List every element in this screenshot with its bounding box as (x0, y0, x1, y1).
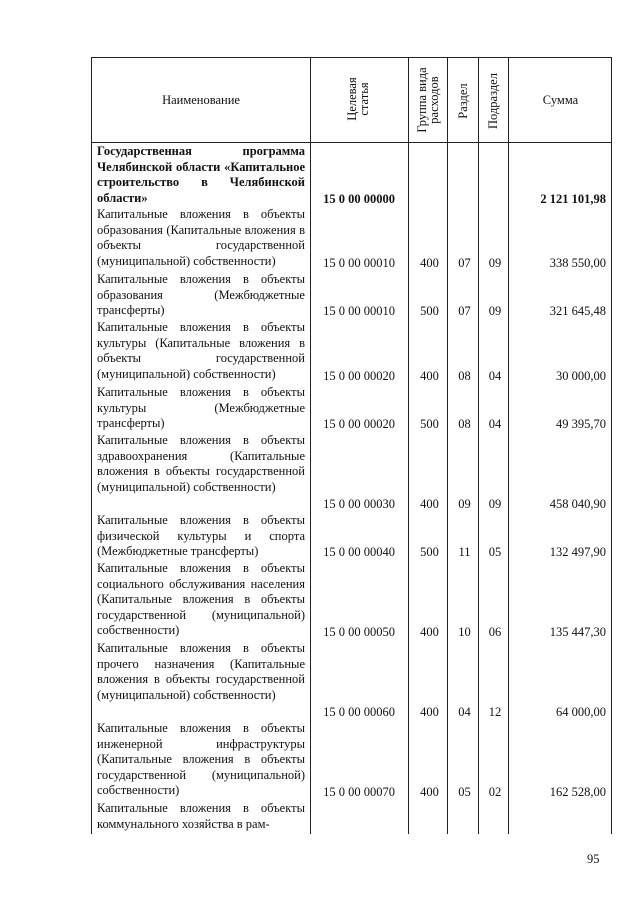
header-target: Целевая статья (345, 77, 371, 121)
header-section: Раздел (456, 83, 470, 119)
col-divider (508, 58, 509, 834)
row-group: 400 (420, 497, 439, 511)
header-name: Наименование (162, 93, 240, 107)
row-subsection: 09 (488, 497, 502, 511)
row-section: 04 (458, 705, 471, 719)
row-name: Капитальные вложения в объекты культуры (Межбюджетные трансферты) (97, 385, 305, 430)
row-subsection: 09 (488, 304, 502, 318)
col-divider (408, 58, 409, 834)
row-sum: 64 000,00 (556, 705, 606, 719)
row-name: Капитальные вложения в объекты прочего назначения (Капитальные вложения в объекты государственной (муниципальной) собственности) (97, 641, 305, 702)
row-subsection: 12 (488, 705, 502, 719)
row-group: 500 (420, 304, 439, 318)
row-code: 15 0 00 00070 (323, 785, 395, 799)
row-code: 15 0 00 00020 (323, 417, 395, 431)
row-subsection: 09 (488, 256, 502, 270)
col-divider (310, 58, 311, 834)
row-subsection: 06 (488, 625, 502, 639)
row-name: Государственная программа Челябинской области «Капитальное строительство в Челябинской области» (97, 144, 305, 205)
row-code: 15 0 00 00010 (323, 256, 395, 270)
row-sum: 132 497,90 (549, 545, 606, 559)
row-sum: 321 645,48 (549, 304, 606, 318)
header-divider (92, 142, 611, 143)
row-code: 15 0 00 00030 (323, 497, 395, 511)
row-name: Капитальные вложения в объекты образования (Капитальные вложения в объекты государственной (муниципальной) собственности) (97, 207, 305, 268)
row-code: 15 0 00 00050 (323, 625, 395, 639)
row-group: 400 (420, 705, 439, 719)
row-sum: 162 528,00 (549, 785, 606, 799)
row-name: Капитальные вложения в объекты образования (Межбюджетные трансферты) (97, 272, 305, 317)
row-section: 07 (458, 256, 471, 270)
row-subsection: 02 (488, 785, 502, 799)
row-sum: 338 550,00 (549, 256, 606, 270)
budget-table (91, 57, 612, 834)
row-sum: 30 000,00 (556, 369, 606, 383)
row-section: 08 (458, 417, 471, 431)
row-name: Капитальные вложения в объекты коммунального хозяйства в рам- (97, 801, 305, 831)
row-subsection: 05 (488, 545, 502, 559)
header-sum: Сумма (542, 93, 579, 107)
row-code: 15 0 00 00060 (323, 705, 395, 719)
page-number: 95 (587, 852, 600, 866)
row-section: 07 (458, 304, 471, 318)
row-name: Капитальные вложения в объекты физической культуры и спорта (Межбюджетные трансферты) (97, 513, 305, 558)
row-group: 400 (420, 369, 439, 383)
row-subsection: 04 (488, 369, 502, 383)
col-divider (447, 58, 448, 834)
row-section: 11 (458, 545, 471, 559)
row-sum: 49 395,70 (556, 417, 606, 431)
row-section: 08 (458, 369, 471, 383)
row-group: 400 (420, 256, 439, 270)
row-group: 500 (420, 545, 439, 559)
header-group: Группа вида расходов (415, 67, 441, 133)
header-subsection: Подраздел (486, 73, 500, 129)
row-code: 15 0 00 00020 (323, 369, 395, 383)
row-subsection: 04 (488, 417, 502, 431)
row-section: 09 (458, 497, 471, 511)
row-section: 05 (458, 785, 471, 799)
row-name: Капитальные вложения в объекты культуры (Капитальные вложения в объекты государственной (муниципальной) собственности) (97, 320, 305, 381)
row-code: 15 0 00 00000 (323, 192, 395, 206)
row-code: 15 0 00 00040 (323, 545, 395, 559)
row-name: Капитальные вложения в объекты здравоохранения (Капитальные вложения в объекты государственной (муниципальной) собственности) (97, 433, 305, 494)
row-sum: 135 447,30 (549, 625, 606, 639)
row-group: 400 (420, 785, 439, 799)
col-divider (478, 58, 479, 834)
row-name: Капитальные вложения в объекты инженерной инфраструктуры (Капитальные вложения в объекты государственной (муниципальной) собственности) (97, 721, 305, 797)
row-group: 400 (420, 625, 439, 639)
row-sum: 2 121 101,98 (540, 192, 606, 206)
row-section: 10 (458, 625, 471, 639)
row-sum: 458 040,90 (549, 497, 606, 511)
row-code: 15 0 00 00010 (323, 304, 395, 318)
row-name: Капитальные вложения в объекты социального обслуживания населения (Капитальные вложения в объекты государственной (муниципальной) собственности) (97, 561, 305, 637)
row-group: 500 (420, 417, 439, 431)
